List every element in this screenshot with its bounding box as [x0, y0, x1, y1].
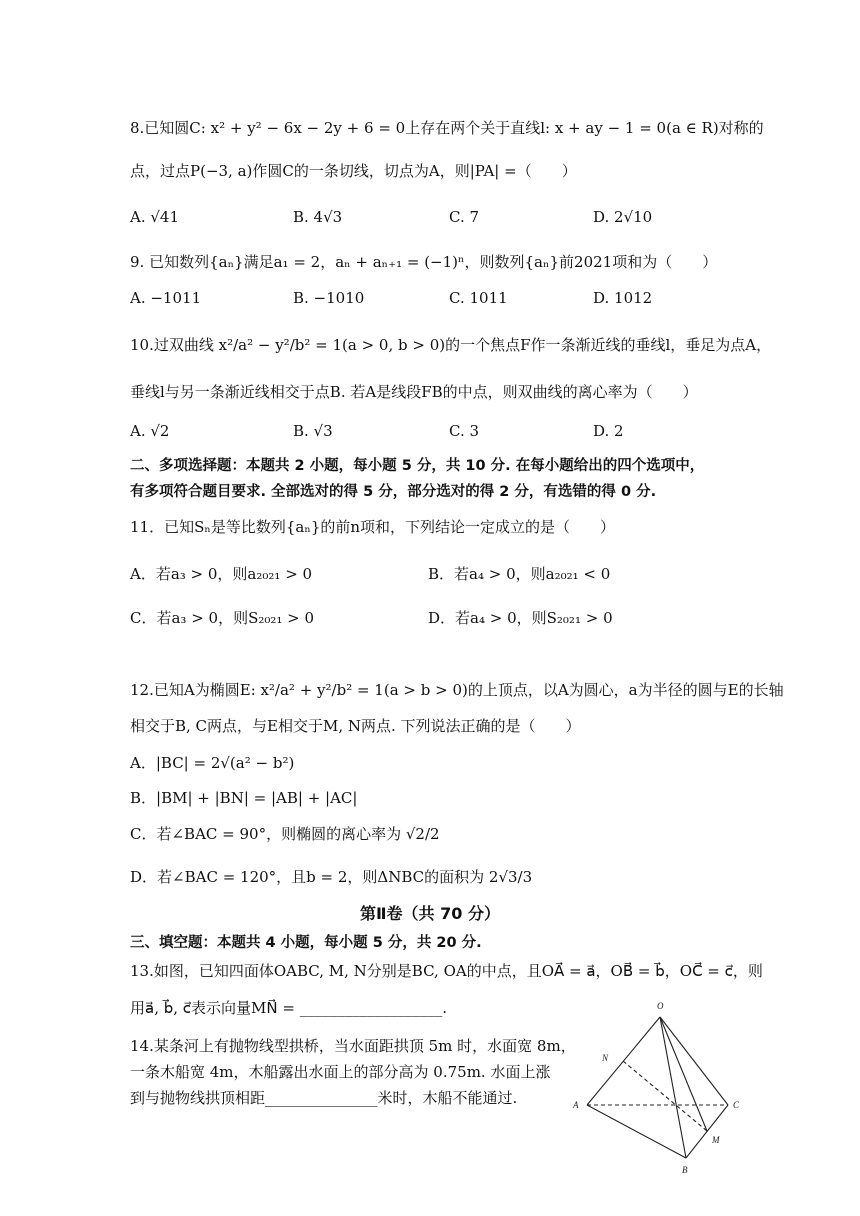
tetrahedron-figure	[560, 995, 760, 1180]
q11-option-d: D．若a₄ > 0，则S₂₀₂₁ > 0	[428, 609, 613, 627]
q9-option-d: D. 1012	[593, 289, 653, 307]
label-c: C	[733, 1100, 740, 1110]
q12-option-b: B．|BM| + |BN| = |AB| + |AC|	[130, 789, 358, 807]
q9-option-a: A. −1011	[130, 289, 202, 307]
edge-oc	[660, 1017, 728, 1105]
segment-om	[660, 1017, 707, 1131]
q14-line1: 14.某条河上有抛物线型拱桥，当水面距拱顶 5m 时，水面宽 8m，	[130, 1037, 576, 1055]
q9-option-b: B. −1010	[293, 289, 365, 307]
q12-option-a: A．|BC| = 2√(a² − b²)	[130, 754, 295, 772]
q10-option-a: A. √2	[130, 422, 170, 440]
q12-line2: 相交于B, C两点，与E相交于M, N两点. 下列说法正确的是（ ）	[130, 717, 581, 735]
label-a: A	[573, 1100, 579, 1110]
q8-option-b: B. 4√3	[293, 208, 343, 226]
q11-line1: 11．已知Sₙ是等比数列{aₙ}的前n项和，下列结论一定成立的是（ ）	[130, 518, 616, 536]
q8-line1: 8.已知圆C: x² + y² − 6x − 2y + 6 = 0上存在两个关于直线l: x + ay − 1 = 0(a ∈ R)对称的	[130, 119, 764, 137]
q10-option-d: D. 2	[593, 422, 624, 440]
q8-option-d: D. 2√10	[593, 208, 653, 226]
q10-line2: 垂线l与另一条渐近线相交于点B. 若A是线段FB的中点，则双曲线的离心率为（ ）	[130, 383, 698, 401]
section2-heading-line1: 二、多项选择题：本题共 2 小题，每小题 5 分，共 10 分. 在每小题给出的四个选项中，	[130, 458, 705, 474]
q11-option-c: C．若a₃ > 0，则S₂₀₂₁ > 0	[130, 609, 315, 627]
section3-heading: 三、填空题：本题共 4 小题，每小题 5 分，共 20 分.	[130, 935, 482, 951]
q8-option-a: A. √41	[130, 208, 180, 226]
label-b: B	[682, 1165, 688, 1175]
q13-line2: 用a⃗, b⃗, c⃗表示向量MN⃗ = ___________________.	[130, 999, 447, 1017]
q9-line1: 9. 已知数列{aₙ}满足a₁ = 2，aₙ + aₙ₊₁ = (−1)ⁿ，则数列{aₙ}前2021项和为（ ）	[130, 253, 718, 271]
edge-ab	[587, 1105, 686, 1158]
q14-line3: 到与抛物线拱顶相距_______________米时，木船不能通过.	[130, 1089, 518, 1107]
q8-option-c: C. 7	[449, 208, 480, 226]
q8-line2: 点，过点P(−3, a)作圆C的一条切线，切点为A，则|PA| =（ ）	[130, 162, 577, 180]
q13-line1: 13.如图，已知四面体OABC, M, N分别是BC, OA的中点，且OA⃗ = a⃗，OB⃗ = b⃗，OC⃗ = c⃗，则	[130, 962, 763, 980]
part2-title: 第Ⅱ卷（共 70 分）	[360, 904, 500, 923]
section2-heading-line2: 有多项符合题目要求. 全部选对的得 5 分，部分选对的得 2 分，有选错的得 0 分.	[130, 484, 657, 500]
edge-ob	[660, 1017, 686, 1158]
label-n: N	[602, 1053, 609, 1063]
q11-option-b: B．若a₄ > 0，则a₂₀₂₁ < 0	[428, 565, 611, 583]
q10-option-b: B. √3	[293, 422, 333, 440]
q9-option-c: C. 1011	[449, 289, 508, 307]
q11-option-a: A．若a₃ > 0，则a₂₀₂₁ > 0	[130, 565, 313, 583]
q10-option-c: C. 3	[449, 422, 480, 440]
edge-bc	[686, 1105, 728, 1158]
q10-line1: 10.过双曲线 x²/a² − y²/b² = 1(a > 0, b > 0)的一个焦点F作一条渐近线的垂线l，垂足为点A，	[130, 336, 772, 354]
q12-option-c: C．若∠BAC = 90°，则椭圆的离心率为 √2/2	[130, 825, 440, 843]
label-o: O	[657, 1001, 664, 1011]
label-m: M	[712, 1135, 720, 1145]
q14-line2: 一条木船宽 4m，木船露出水面上的部分高为 0.75m. 水面上涨	[130, 1063, 551, 1081]
q12-line1: 12.已知A为椭圆E: x²/a² + y²/b² = 1(a > b > 0)的上顶点，以A为圆心，a为半径的圆与E的长轴	[130, 681, 784, 699]
segment-nm	[623, 1061, 707, 1131]
q12-option-d: D．若∠BAC = 120°，且b = 2，则ΔNBC的面积为 2√3/3	[130, 868, 533, 886]
